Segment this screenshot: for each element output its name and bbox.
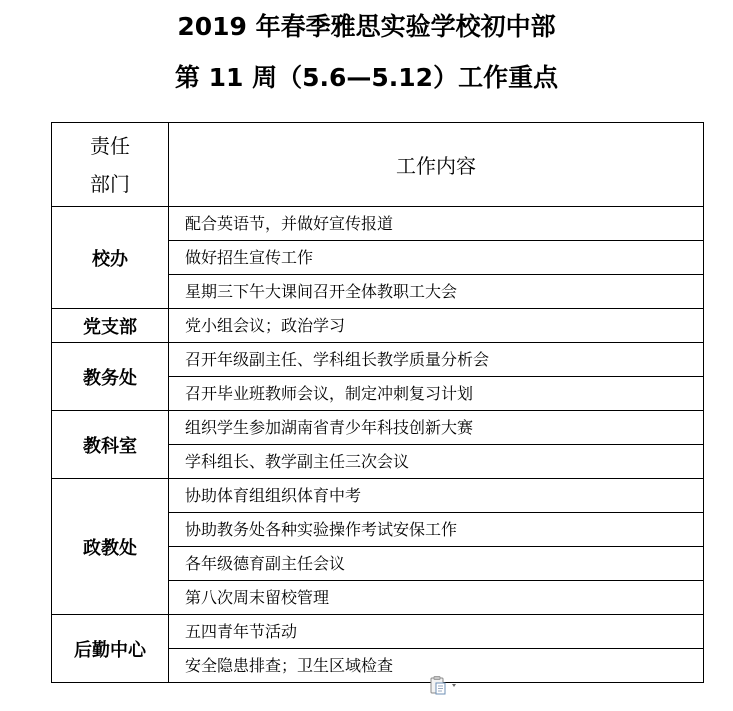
table-row <box>52 479 704 513</box>
dept-cell: 教科室 <box>52 411 169 479</box>
task-cell: 召开毕业班教师会议，制定冲刺复习计划 <box>169 377 704 411</box>
table-row <box>52 615 704 649</box>
task-cell: 协助教务处各种实验操作考试安保工作 <box>169 513 704 547</box>
task-cell: 五四青年节活动 <box>169 615 704 649</box>
task-cell: 各年级德育副主任会议 <box>169 547 704 581</box>
dept-cell: 教务处 <box>52 343 169 411</box>
task-cell: 召开年级副主任、学科组长教学质量分析会 <box>169 343 704 377</box>
task-cell: 第八次周末留校管理 <box>169 581 704 615</box>
paste-options-icon[interactable] <box>430 676 460 696</box>
task-cell: 做好招生宣传工作 <box>169 241 704 275</box>
paste-options-icon-graphic <box>430 676 460 696</box>
table-row <box>52 207 704 241</box>
task-cell: 安全隐患排查；卫生区域检查 <box>169 649 704 683</box>
task-cell: 党小组会议；政治学习 <box>169 309 704 343</box>
header-dept-line-1: 责任 <box>90 133 130 158</box>
task-cell: 学科组长、教学副主任三次会议 <box>169 445 704 479</box>
document-title-line-1: 2019 年春季雅思实验学校初中部 <box>177 12 556 41</box>
header-responsible-department <box>52 123 169 207</box>
task-cell: 星期三下午大课间召开全体教职工大会 <box>169 275 704 309</box>
task-cell: 配合英语节，并做好宣传报道 <box>169 207 704 241</box>
dept-cell: 后勤中心 <box>52 615 169 683</box>
task-cell: 组织学生参加湖南省青少年科技创新大赛 <box>169 411 704 445</box>
dept-cell: 政教处 <box>52 479 169 615</box>
table-header-row <box>52 123 704 207</box>
table-row <box>52 343 704 377</box>
dept-cell: 校办 <box>52 207 169 309</box>
document-title-line-2: 第 11 周（5.6—5.12）工作重点 <box>174 63 559 92</box>
header-dept-line-2: 部门 <box>90 171 130 196</box>
table-row <box>52 411 704 445</box>
dept-cell: 党支部 <box>52 309 169 343</box>
task-cell: 协助体育组组织体育中考 <box>169 479 704 513</box>
work-plan-table <box>51 122 704 683</box>
header-work-content: 工作内容 <box>169 123 704 207</box>
table-row <box>52 309 704 343</box>
